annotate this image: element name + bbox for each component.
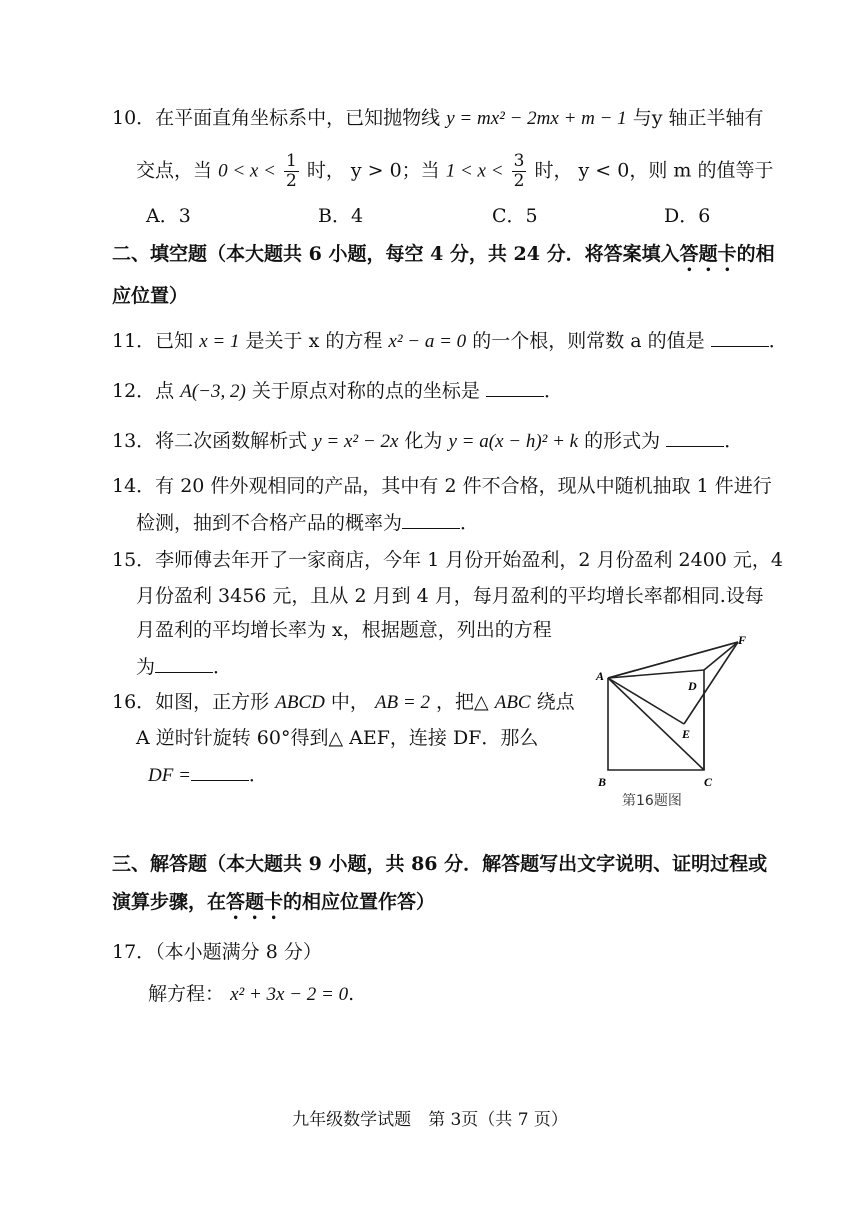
q11-math: x = 1	[199, 331, 240, 352]
q13-text: 13．将二次函数解析式	[112, 430, 308, 452]
q15-period: ．	[213, 656, 233, 678]
q13-text: 化为	[404, 430, 443, 452]
q11-answer-blank[interactable]	[711, 326, 769, 347]
emphasis-text: 答题卡	[679, 243, 737, 265]
q12	[112, 376, 563, 406]
q10-parabola-eq: y = mx² − 2mx + m − 1	[446, 108, 627, 129]
section2-heading-line2: 应位置）	[112, 285, 189, 307]
frac-num: 1	[285, 151, 297, 171]
q10-fraction-1	[284, 152, 299, 191]
q16-math: ABC	[494, 692, 531, 713]
q15-line1: 15．李师傅去年开了一家商店，今年 1 月份开始盈利，2 月份盈利 2400 元，4	[112, 549, 783, 571]
q15-line4	[136, 652, 232, 681]
q14-line1: 14．有 20 件外观相同的产品，其中有 2 件不合格，现从中随机抽取 1 件进行	[112, 475, 772, 497]
q10-text: 交点，当	[136, 159, 213, 182]
heading-text: 演算步骤，在	[112, 891, 227, 913]
q16-answer-blank[interactable]	[191, 760, 249, 781]
q14-answer-blank[interactable]	[402, 508, 460, 529]
q10-line2	[136, 152, 773, 191]
segment-ae	[608, 678, 684, 724]
q10-text: 时， y > 0；当	[306, 159, 440, 182]
q10-cond2: 1 < x <	[445, 160, 504, 182]
q13-answer-blank[interactable]	[666, 426, 724, 447]
label-b: B	[598, 775, 607, 789]
q10-cond1: 0 < x <	[218, 160, 276, 182]
q13-math: y = a(x − h)² + k	[448, 431, 579, 452]
q13-text: 的形式为	[584, 430, 661, 452]
q16-figure-caption: 第16题图	[622, 793, 682, 809]
q10-text: 与y 轴正半轴有	[632, 107, 764, 129]
q13-period: ．	[724, 430, 744, 452]
frac-num: 3	[513, 151, 525, 171]
q16-period: ．	[248, 764, 268, 786]
q11-text: 是关于 x 的方程	[245, 330, 383, 352]
label-f: F	[738, 633, 747, 647]
q12-point: A(−3, 2)	[180, 381, 246, 402]
q11-text: 的一个根，则常数 a 的值是	[472, 330, 705, 352]
q16-text: ，把△	[436, 691, 489, 713]
q16-text: 中，	[330, 691, 369, 713]
section3-heading-line2	[112, 888, 435, 924]
label-a: A	[596, 669, 605, 683]
heading-text: 二、填空题（本大题共 6 小题，每空 4 分，共 24 分．将答案填入	[112, 243, 680, 265]
q17-period: .	[348, 983, 355, 1005]
q15-text: 为	[136, 656, 156, 678]
q13	[112, 426, 743, 456]
q11-text: 11．已知	[112, 330, 194, 352]
q12-text: 关于原点对称的点的坐标是	[251, 380, 480, 402]
q11	[112, 326, 788, 356]
q16-text: 16．如图，正方形	[112, 691, 270, 713]
q17-title: 17．（本小题满分 8 分）	[112, 941, 322, 963]
q10-option-d: D．6	[664, 205, 711, 227]
q10-text: 10．在平面直角坐标系中，已知抛物线	[112, 107, 441, 129]
q16-line1	[112, 688, 575, 717]
q12-answer-blank[interactable]	[486, 376, 544, 397]
q17-body	[148, 980, 354, 1009]
section2-heading	[112, 240, 775, 276]
label-c: C	[704, 775, 713, 789]
q16-figure	[590, 632, 760, 792]
q10-option-c: C．5	[492, 205, 538, 227]
q11-period: ．	[768, 330, 788, 352]
label-d: D	[688, 679, 697, 693]
q16-math: DF =	[148, 765, 191, 786]
q16-math: AB = 2	[374, 692, 430, 713]
q15-line2: 月份盈利 3456 元，且从 2 月到 4 月，每月盈利的平均增长率都相同.设每	[136, 585, 764, 607]
q15-line3: 月盈利的平均增长率为 x，根据题意，列出的方程	[136, 619, 552, 641]
q16-math: ABCD	[275, 692, 325, 713]
frac-den: 2	[513, 171, 525, 191]
figure-lines	[608, 642, 738, 770]
page-footer: 九年级数学试题 第 3页（共 7 页）	[292, 1110, 568, 1130]
q12-period: ．	[543, 380, 563, 402]
q10-option-b: B．4	[318, 205, 364, 227]
label-e: E	[682, 727, 691, 741]
section3-heading: 三、解答题（本大题共 9 小题，共 86 分．解答题写出文字说明、证明过程或	[112, 853, 768, 875]
heading-text: 的相	[736, 243, 775, 265]
q16-text: 绕点	[536, 691, 575, 713]
heading-text: 的相应位置作答）	[283, 891, 436, 913]
q16-line2: A 逆时针旋转 60°得到△ AEF，连接 DF．那么	[136, 727, 539, 749]
q12-text: 12．点	[112, 380, 175, 402]
q14-period: ．	[460, 512, 480, 534]
q13-math: y = x² − 2x	[313, 431, 399, 452]
q10-text: 时， y < 0，则 m 的值等于	[534, 159, 774, 182]
q14-text: 检测，抽到不合格产品的概率为	[136, 512, 403, 534]
q15-answer-blank[interactable]	[155, 652, 213, 673]
q11-math: x² − a = 0	[388, 331, 467, 352]
q17-equation: x² + 3x − 2 = 0	[230, 984, 349, 1005]
emphasis-text: 答题卡	[226, 891, 284, 913]
q16-line3	[148, 760, 268, 790]
q10-line1	[112, 104, 764, 133]
q17-text: 解方程：	[148, 983, 225, 1005]
q14-line2	[136, 508, 479, 537]
frac-den: 2	[285, 171, 297, 191]
q10-fraction-2	[512, 152, 527, 191]
q10-option-a: A．3	[146, 205, 191, 227]
